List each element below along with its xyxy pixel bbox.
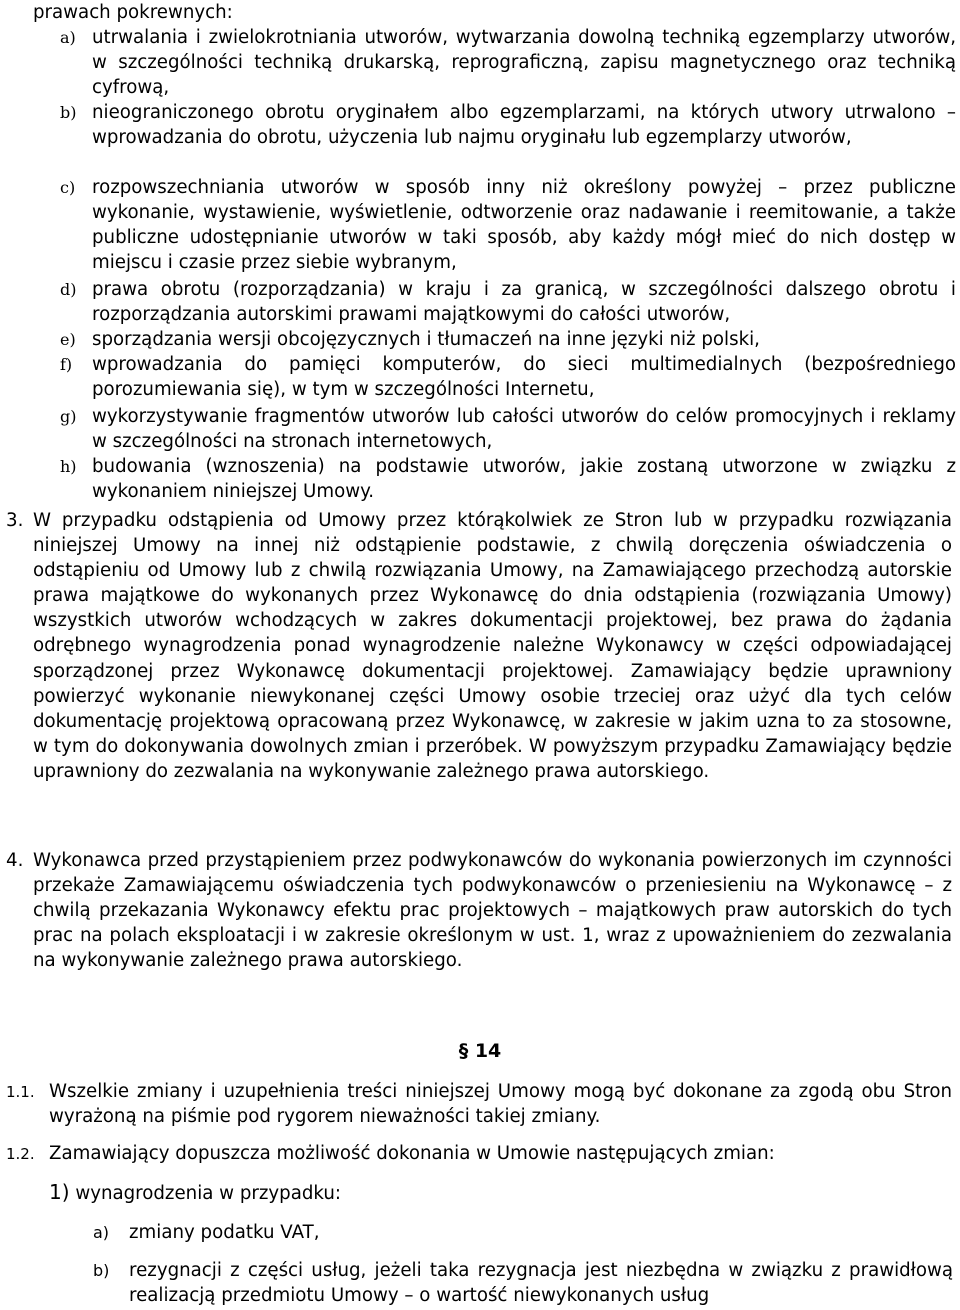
- list-item-text: wprowadzania do pamięci komputerów, do sieci multimedialnych (bezpośredniego porozumiewania się), w tym w szczególności Internetu,: [92, 354, 956, 401]
- list-marker: b): [93, 1261, 110, 1280]
- section-heading: § 14: [458, 1040, 502, 1062]
- paragraph-3: [6, 508, 952, 784]
- list-item-text: nieograniczonego obrotu oryginałem albo egzemplarzami, na których utwory utrwalono – wprowadzania do obrotu, użyczenia lub najmu oryginału lub egzemplarzy utworów,: [92, 102, 956, 149]
- paragraph-text: Wykonawca przed przystąpieniem przez podwykonawców do wykonania powierzonych im czynności przekaże Zamawiającemu oświadczenia tych podwykonawców o przeniesieniu na Wykonawcę – z chwilą przekazania Wykonawcy efektu prac projektowych – majątkowych praw autorskich do tych prac na polach eksploatacji i w zakresie określonym w ust. 1, wraz z upoważnieniem do zezwalania na wykonywanie zależnego prawa autorskiego.: [33, 850, 952, 972]
- paragraph-number: 4.: [6, 850, 24, 871]
- list-marker: h): [60, 457, 77, 476]
- list-marker: a): [93, 1223, 110, 1242]
- enum-subitem-b: [93, 1258, 953, 1308]
- list-marker: d): [60, 280, 77, 299]
- subpoint-number: 1.2.: [6, 1145, 35, 1163]
- list-item-text: sporządzania wersji obcojęzycznych i tłumaczeń na inne języki niż polski,: [92, 329, 760, 350]
- list-item-text: utrwalania i zwielokrotniania utworów, wytwarzania dowolną techniką egzemplarzy utworów, w szczególności techniką drukarską, reprograficzną, zapisu magnetycznego oraz techniką cyfrową,: [92, 27, 956, 99]
- list-item-c: [60, 175, 956, 275]
- list-item-d: [60, 277, 956, 327]
- list-item-text: rezygnacji z części usług, jeżeli taka rezygnacja jest niezbędna w związku z prawidłową realizacją przedmiotu Umowy – o wartość niewykonanych usług: [129, 1260, 953, 1306]
- subpoint-text: Wszelkie zmiany i uzupełnienia treści niniejszej Umowy mogą być dokonane za zgodą obu Stron wyrażoną na piśmie pod rygorem nieważności takiej zmiany.: [49, 1081, 952, 1127]
- list-item-text: wykorzystywanie fragmentów utworów lub całości utworów do celów promocyjnych i reklamy w szczególności na stronach internetowych,: [92, 406, 956, 453]
- list-marker: e): [60, 330, 76, 349]
- list-item-text: rozpowszechniania utworów w sposób inny niż określony powyżej – przez publiczne wykonanie, wystawienie, wyświetlenie, odtworzenie oraz nadawanie i reemitowanie, a także publiczne udostępnianie utworów w taki sposób, aby każdy mógł mieć do nich dostęp w miejscu i czasie przez siebie wybranym,: [92, 177, 956, 274]
- paragraph-text: W przypadku odstąpienia od Umowy przez którąkolwiek ze Stron lub w przypadku rozwiązania niniejszej Umowy na innej niż odstąpienie podstawie, z chwilą doręczenia oświadczenia o odstąpieniu od Umowy lub z chwilą rozwiązania Umowy, na Zamawiającego przechodzą autorskie prawa majątkowe do wykonanych przez Wykonawcę do dnia odstąpienia (rozwiązania Umowy) wszystkich utworów wchodzących w zakres dokumentacji projektowej, bez prawa do żądania odrębnego wynagrodzenia ponad wynagrodzenie należne Wykonawcy w części odpowiadającej sporządzonej przez Wykonawcę dokumentacji projektowej. Zamawiający będzie uprawniony powierzyć wykonanie niewykonanej części Umowy osobie trzeciej oraz użyć dla tych celów dokumentację projektową opracowaną przez Wykonawcę, w zakresie w jakim uzna to za stosowne, w tym do dokonywania dowolnych zmian i przeróbek. W powyższym przypadku Zamawiający będzie uprawniony do zezwalania na wykonywanie zależnego prawa autorskiego.: [33, 510, 952, 782]
- enum-marker: 1): [49, 1180, 70, 1204]
- list-item-g: [60, 404, 956, 454]
- list-marker: f): [60, 355, 73, 374]
- list-item-f: [60, 352, 956, 402]
- list-item-e: [60, 327, 956, 352]
- enum-text: wynagrodzenia w przypadku:: [75, 1183, 342, 1204]
- paragraph-4: [6, 848, 952, 973]
- list-marker: c): [60, 178, 76, 197]
- subpoint-text: Zamawiający dopuszcza możliwość dokonania w Umowie następujących zmian:: [49, 1143, 775, 1164]
- list-item-a: [60, 25, 956, 100]
- lead-text: prawach pokrewnych:: [33, 2, 233, 23]
- subpoint-number: 1.1.: [6, 1083, 35, 1101]
- subpoint-1-1: [6, 1079, 952, 1129]
- list-item-h: [60, 454, 956, 504]
- list-item-text: budowania (wznoszenia) na podstawie utworów, jakie zostaną utworzone w związku z wykonaniem niniejszej Umowy.: [92, 456, 956, 503]
- list-item-b: [60, 100, 956, 150]
- list-item-text: zmiany podatku VAT,: [129, 1222, 320, 1243]
- list-marker: g): [60, 407, 77, 426]
- enum-item-1: [49, 1180, 341, 1204]
- enum-subitem-a: [93, 1220, 953, 1245]
- list-item-text: prawa obrotu (rozporządzania) w kraju i za granicą, w szczególności dalszego obrotu i rozporządzania autorskimi prawami majątkowymi do całości utworów,: [92, 279, 956, 326]
- subpoint-1-2: [6, 1141, 952, 1166]
- list-marker: a): [60, 28, 76, 47]
- paragraph-number: 3.: [6, 510, 24, 531]
- list-marker: b): [60, 103, 77, 122]
